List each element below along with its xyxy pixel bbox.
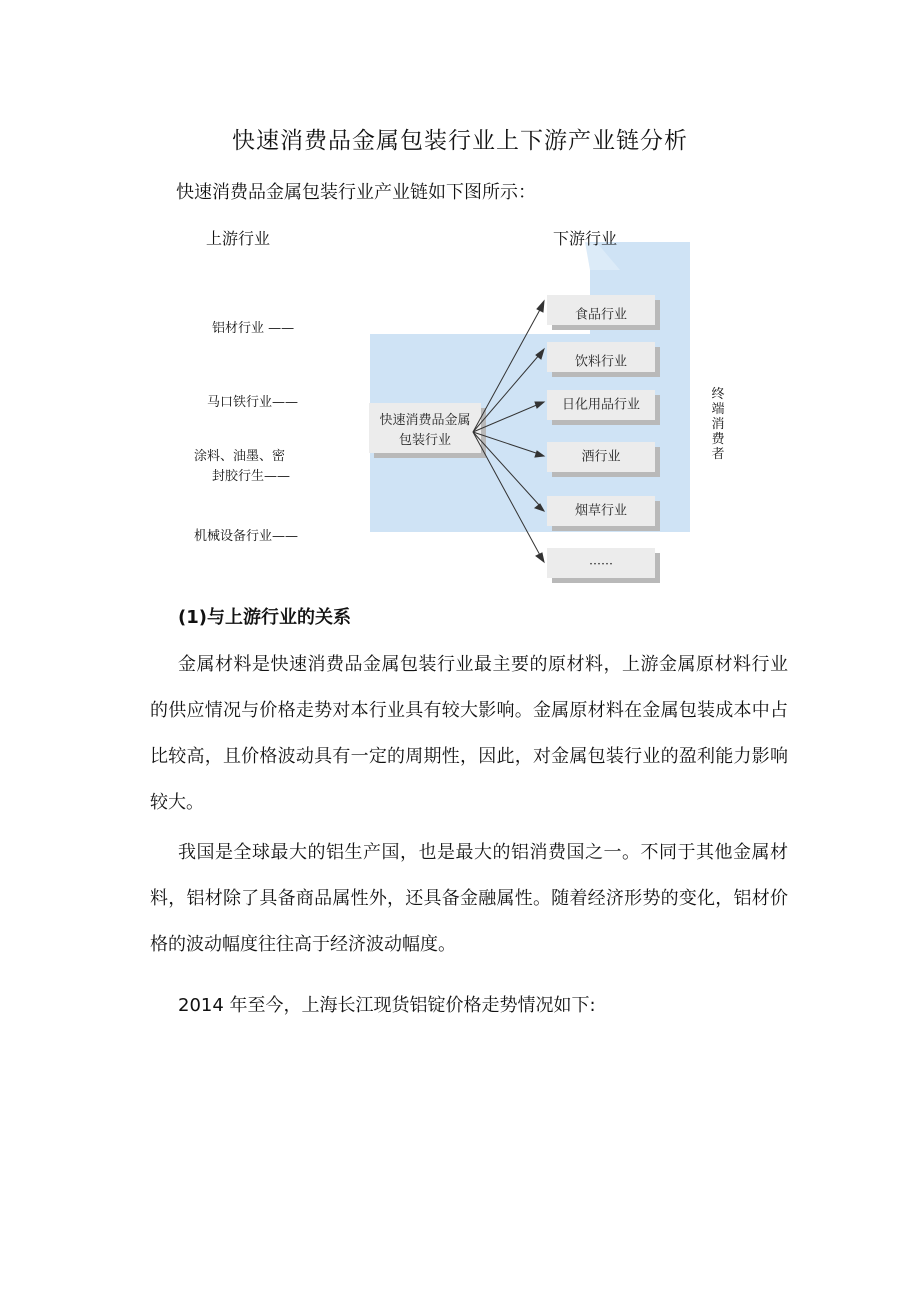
downstream-beverage-label: 饮料行业 xyxy=(574,354,628,370)
arrowhead-food xyxy=(537,301,544,312)
upstream-tinplate: 马口铁行业—— xyxy=(207,395,299,410)
end-consumer-label xyxy=(711,387,725,462)
end-consumer-char-1: 终 xyxy=(711,387,725,402)
center-box-line1: 快速消费品金属 xyxy=(379,413,471,428)
downstream-box-food xyxy=(547,295,660,330)
downstream-liquor-label: 酒行业 xyxy=(581,449,621,465)
document-title: 快速消费品金属包装行业上下游产业链分析 xyxy=(232,128,688,154)
downstream-box-beverage xyxy=(547,342,660,377)
downstream-box-liquor xyxy=(547,442,660,477)
upstream-coatings-line1: 涂料、油墨、密 xyxy=(194,449,286,464)
downstream-food-label: 食品行业 xyxy=(574,307,628,323)
end-consumer-char-5: 者 xyxy=(711,447,725,462)
downstream-header: 下游行业 xyxy=(553,229,618,248)
paragraph-price-trend: 2014 年至今，上海长江现货铝锭价格走势情况如下: xyxy=(178,995,596,1016)
downstream-daily-label: 日化用品行业 xyxy=(561,397,641,413)
downstream-tobacco-label: 烟草行业 xyxy=(574,503,628,519)
end-consumer-char-2: 端 xyxy=(711,402,725,417)
upstream-coatings-line2: 封胶行生—— xyxy=(212,469,291,484)
downstream-box-others xyxy=(547,548,660,583)
downstream-others-label: …… xyxy=(589,553,613,568)
downstream-box-tobacco xyxy=(547,496,660,531)
end-consumer-char-4: 费 xyxy=(711,432,725,447)
center-box-line2: 包装行业 xyxy=(398,433,452,448)
upstream-machinery: 机械设备行业—— xyxy=(194,529,299,544)
paragraph-aluminum: 我国是全球最大的铝生产国，也是最大的铝消费国之一。不同于其他金属材料，铝材除了具备商品属性外，还具备金融属性。随着经济形势的变化，铝材价格的波动幅度往往高于经济波动幅度。 xyxy=(150,842,788,955)
upstream-aluminum: 铝材行业 —— xyxy=(212,321,295,336)
industry-chain-diagram xyxy=(180,222,740,592)
end-consumer-char-3: 消 xyxy=(711,417,725,432)
paragraph-metal-materials: 金属材料是快速消费品金属包装行业最主要的原材料，上游金属原材料行业的供应情况与价格走势对本行业具有较大影响。金属原材料在金属包装成本中占比较高，且价格波动具有一定的周期性，因此，对金属包装行业的盈利能力影响较大。 xyxy=(150,654,788,813)
upstream-header: 上游行业 xyxy=(206,229,271,248)
intro-text: 快速消费品金属包装行业产业链如下图所示： xyxy=(176,182,536,203)
arrowhead-others xyxy=(536,553,544,562)
downstream-box-daily xyxy=(547,390,660,425)
section-heading: (1)与上游行业的关系 xyxy=(178,607,351,628)
